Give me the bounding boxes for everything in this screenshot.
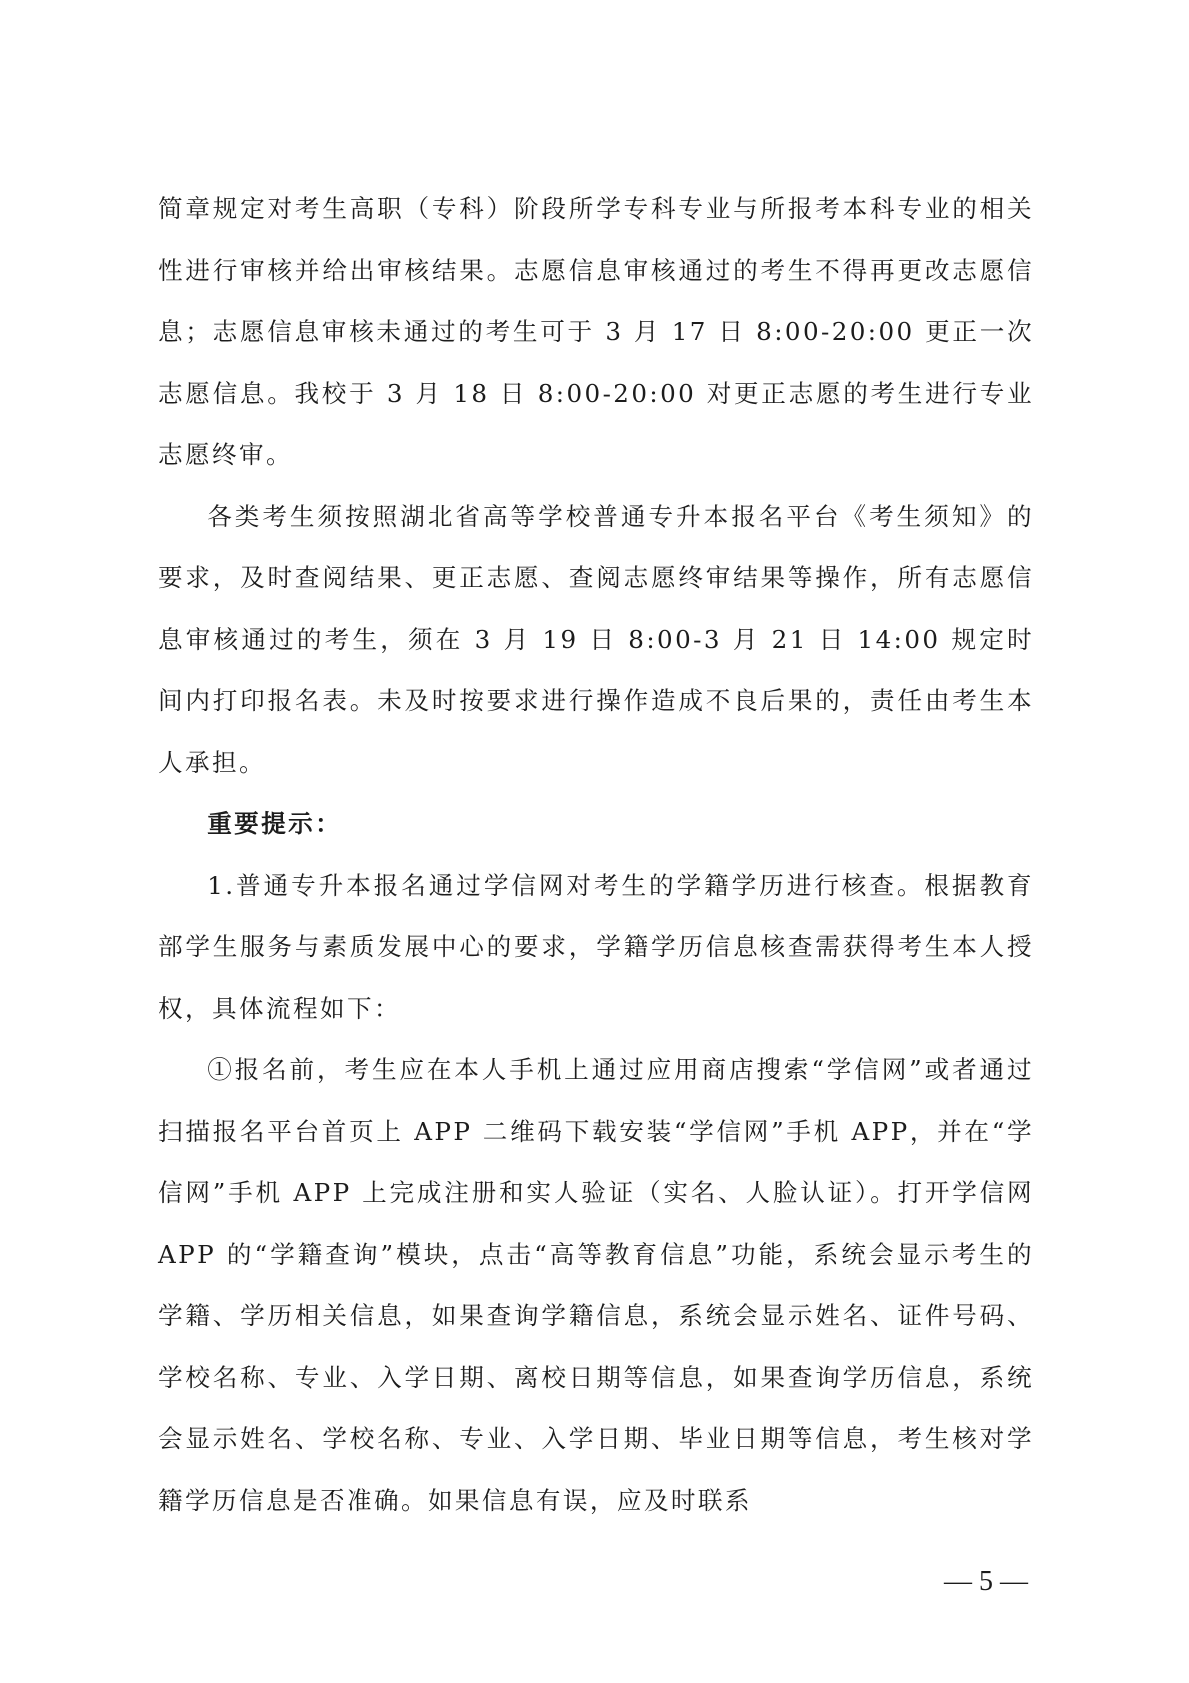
page-number: — 5 — — [944, 1566, 1028, 1597]
tip-item-1-step-1: ①报名前，考生应在本人手机上通过应用商店搜索“学信网”或者通过扫描报名平台首页上 APP 二维码下载安装“学信网”手机 APP，并在“学信网”手机 APP 上完成注册和实人验证（实名、人脸认证）。打开学信网 APP 的“学籍查询”模块，点击“高等教育信息”功能，系统会显示考生的学籍、学历相关信息，如果查询学籍信息，系统会显示姓名、证件号码、学校名称、专业、入学日期、离校日期等信息，如果查询学历信息，系统会显示姓名、学校名称、专业、入学日期、毕业日期等信息，考生核对学籍学历信息是否准确。如果信息有误，应及时联系 — [158, 1055, 1034, 1515]
tip-item-1: 1.普通专升本报名通过学信网对考生的学籍学历进行核查。根据教育部学生服务与素质发展中心的要求，学籍学历信息核查需获得考生本人授权，具体流程如下： — [158, 870, 1034, 1023]
document-body — [158, 178, 1034, 1531]
important-tips-heading: 重要提示： — [207, 809, 343, 838]
paragraph-review-schedule: 简章规定对考生高职（专科）阶段所学专科专业与所报考本科专业的相关性进行审核并给出审核结果。志愿信息审核通过的考生不得再更改志愿信息；志愿信息审核未通过的考生可于 3 月 17 日 8:00-20:00 更正一次志愿信息。我校于 3 月 18 日 8:00-20:00 对更正志愿的考生进行专业志愿终审。 — [158, 194, 1034, 469]
paragraph-applicant-notice: 各类考生须按照湖北省高等学校普通专升本报名平台《考生须知》的要求，及时查阅结果、更正志愿、查阅志愿终审结果等操作，所有志愿信息审核通过的考生，须在 3 月 19 日 8:00-3 月 21 日 14:00 规定时间内打印报名表。未及时按要求进行操作造成不良后果的，责任由考生本人承担。 — [158, 501, 1034, 777]
